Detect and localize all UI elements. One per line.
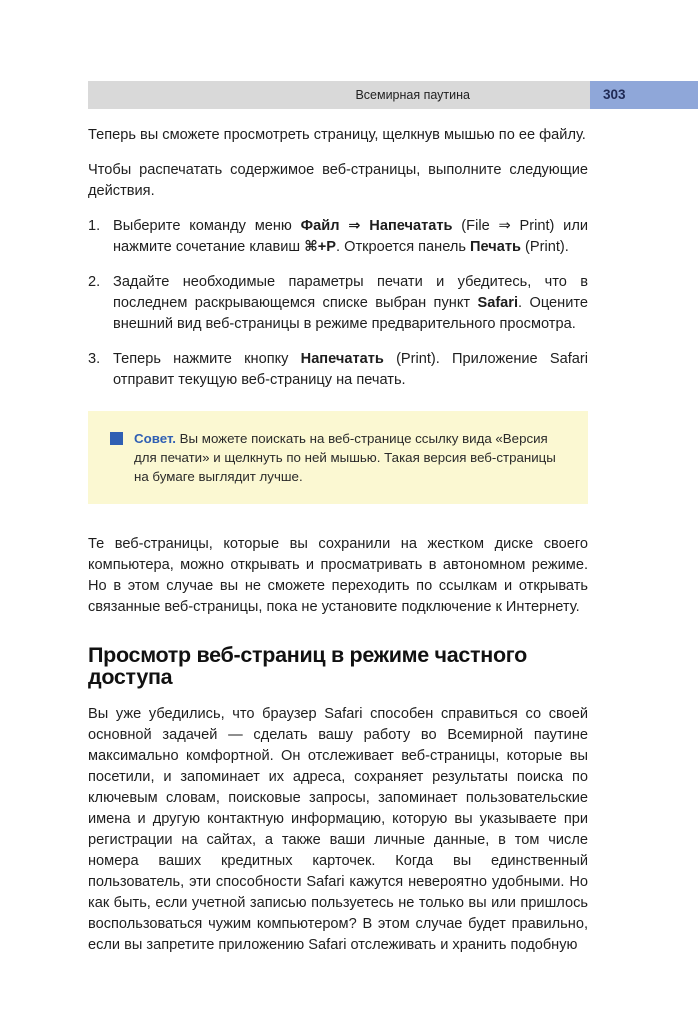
step-text: (Print). Приложение Safari отправит текущую веб-страницу на печать.	[113, 351, 588, 388]
step-text: . Оцените внешний вид веб-страницы в режиме предварительного просмотра.	[113, 295, 589, 332]
step-text: Теперь нажмите кнопку	[113, 351, 301, 367]
page-body	[88, 125, 588, 956]
step-number: 2.	[88, 274, 101, 290]
list-item	[88, 216, 588, 258]
page-number-box	[590, 81, 698, 109]
tip-content	[110, 429, 572, 486]
section-heading: Просмотр веб-страниц в режиме частного доступа	[88, 643, 528, 689]
menu-command: Файл ⇒ Напечатать	[300, 218, 453, 234]
button-name: Напечатать	[300, 351, 384, 367]
step-text: (Print).	[521, 239, 569, 255]
step-text: (File ⇒ Print) или нажмите сочетание клавиш	[113, 218, 588, 255]
step-text: . Откроется панель	[335, 239, 471, 255]
intro-paragraph-1: Теперь вы сможете просмотреть страницу, щелкнув мышью по ее файлу.	[88, 127, 586, 143]
tip-text: Вы можете поискать на веб-странице ссылку вида «Версия для печати» и щелкнуть по ней мышью. Такая версия веб-страницы на бумаге выглядит лучше.	[134, 431, 556, 484]
list-item	[88, 272, 588, 335]
running-header	[88, 81, 698, 109]
step-text: Выберите команду меню	[113, 218, 301, 234]
offline-paragraph: Те веб-страницы, которые вы сохранили на жестком диске своего компьютера, можно открывать и просматривать в автономном режиме. Но в этом случае вы не сможете переходить по ссылкам и открывать связанные веб-страницы, пока не установите подключение к Интернету.	[88, 536, 588, 615]
print-steps-list	[88, 216, 588, 391]
panel-name: Печать	[470, 239, 521, 255]
step-number: 3.	[88, 351, 101, 367]
tip-box	[88, 411, 588, 504]
intro-paragraph-2: Чтобы распечатать содержимое веб-страницы, выполните следующие действия.	[88, 162, 588, 199]
page-number: 303	[603, 87, 626, 102]
section-body: Вы уже убедились, что браузер Safari способен справиться со своей основной задачей — сделать вашу работу во Всемирной паутине максимально комфортной. Он отслеживает веб-страницы, которые вы посетили, и запоминает их адреса, сохраняет результаты поиска по ключевым словам, поисковые запросы, запоминает пользовательские имена и другую контактную информацию, которую вы указываете при регистрации на сайтах, а также ваши личные данные, в том числе номера ваших кредитных карточек. Когда вы единственный пользователь, эти способности Safari кажутся невероятно удобными. Но как быть, если учетной записью пользуетесь не только вы или пришлось воспользоваться чужим компьютером? В этом случае будет правильно, если вы запретите приложению Safari отслеживать и хранить подобную	[88, 706, 588, 953]
step-number: 1.	[88, 218, 101, 234]
tip-label: Совет.	[134, 431, 176, 446]
option-name: Safari	[477, 295, 519, 311]
list-item	[88, 349, 588, 391]
tip-marker-icon	[110, 432, 123, 445]
keyboard-shortcut: ⌘+P	[304, 239, 336, 255]
section-title: Всемирная паутина	[355, 88, 470, 102]
step-text: Задайте необходимые параметры печати и убедитесь, что в последнем раскрывающемся списке выбран пункт	[113, 274, 588, 311]
header-band	[88, 81, 590, 109]
